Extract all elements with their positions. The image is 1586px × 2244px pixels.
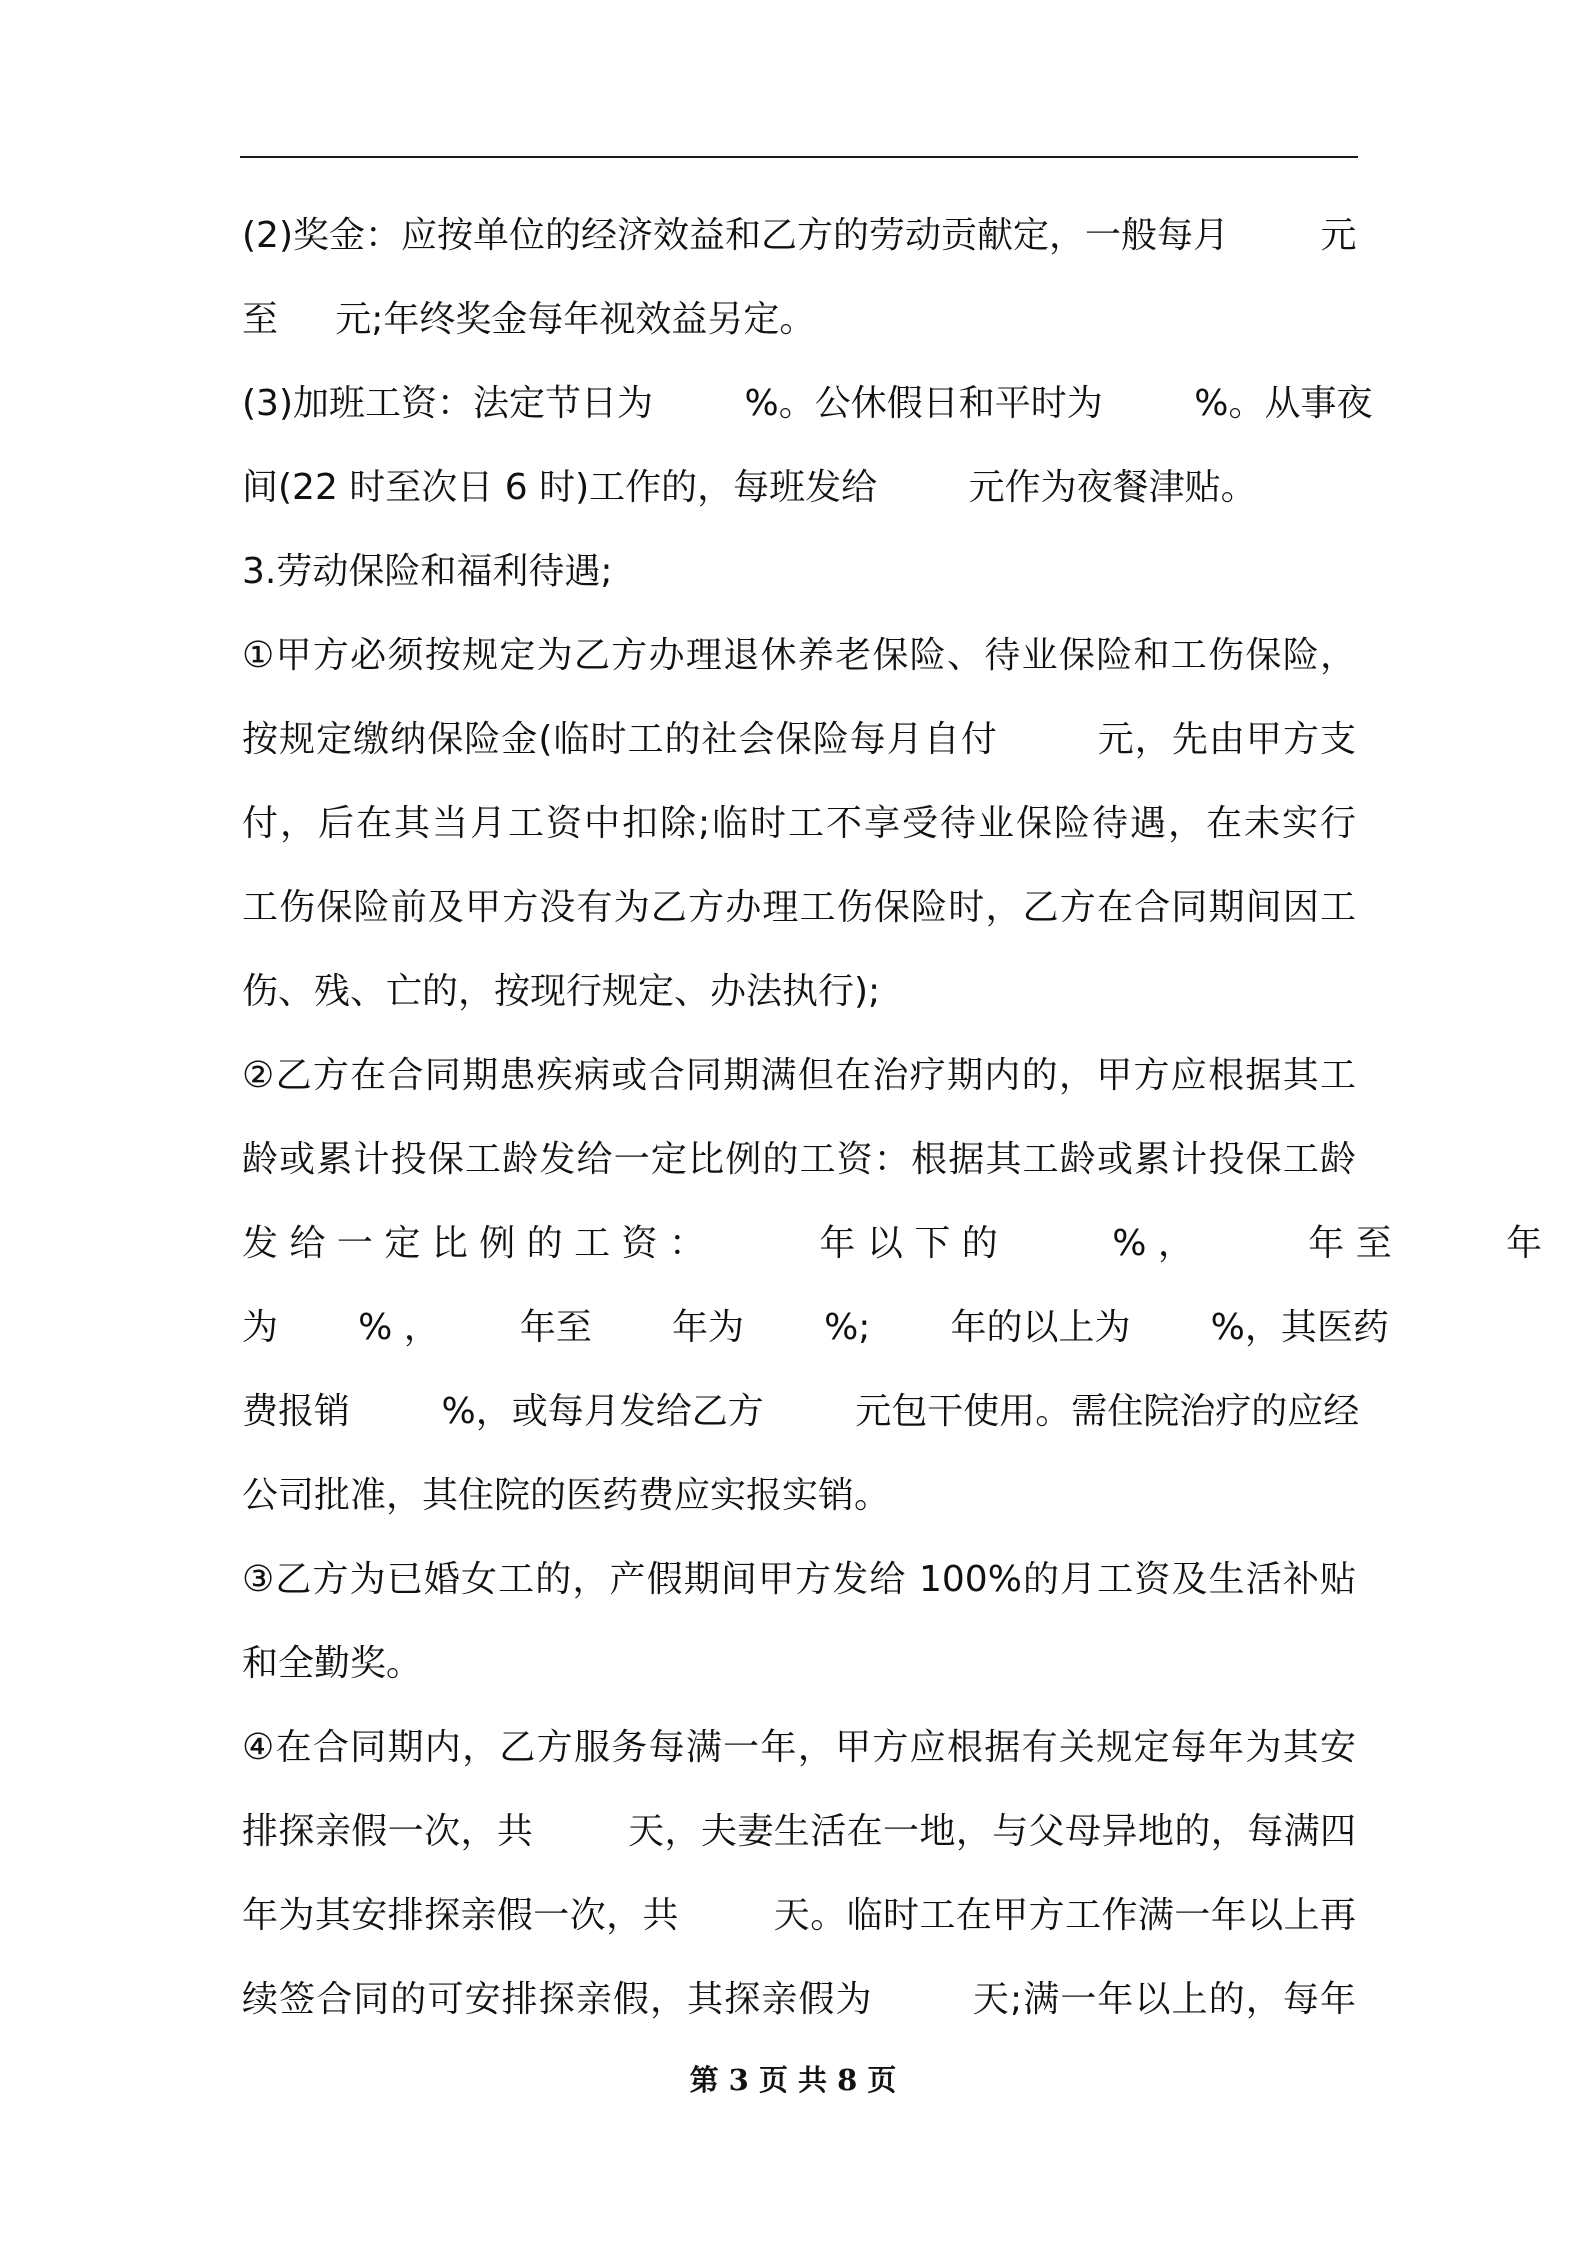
- text-line: 间(22 时至次日 6 时)工作的，每班发给 元作为夜餐津贴。: [242, 467, 1257, 508]
- text-line: 年为其安排探亲假一次，共 天。临时工在甲方工作满一年以上再: [242, 1895, 1356, 1936]
- text-line: 3.劳动保险和福利待遇;: [242, 551, 613, 592]
- text-line: (3)加班工资：法定节日为 %。公休假日和平时为 %。从事夜: [242, 383, 1373, 424]
- page-footer: 第 3 页 共 8 页: [689, 2063, 897, 2097]
- text-line: 付，后在其当月工资中扣除;临时工不享受待业保险待遇，在未实行: [242, 803, 1356, 844]
- text-line: (2)奖金：应按单位的经济效益和乙方的劳动贡献定，一般每月 元: [242, 215, 1357, 256]
- text-line: ④在合同期内，乙方服务每满一年，甲方应根据有关规定每年为其安: [242, 1727, 1356, 1768]
- body-text: [242, 194, 1543, 2042]
- text-line: 伤、残、亡的，按现行规定、办法执行);: [242, 971, 881, 1012]
- text-line: 为 % ， 年至 年为 %; 年的以上为 %，其医药: [242, 1307, 1389, 1348]
- text-line: ①甲方必须按规定为乙方办理退休养老保险、待业保险和工伤保险，: [242, 635, 1356, 676]
- text-line: 排探亲假一次，共 天，夫妻生活在一地，与父母异地的，每满四: [242, 1811, 1356, 1852]
- text-line: 至 元;年终奖金每年视效益另定。: [242, 299, 816, 340]
- text-line: 工伤保险前及甲方没有为乙方办理工伤保险时，乙方在合同期间因工: [242, 887, 1356, 928]
- text-line: 发 给 一 定 比 例 的 工 资 ： 年 以 下 的 % ， 年 至 年: [242, 1223, 1543, 1264]
- text-line: 公司批准，其住院的医药费应实报实销。: [242, 1475, 891, 1516]
- text-line: ②乙方在合同期患疾病或合同期满但在治疗期内的，甲方应根据其工: [242, 1055, 1356, 1096]
- header-rule: [240, 156, 1358, 158]
- text-line: 龄或累计投保工龄发给一定比例的工资：根据其工龄或累计投保工龄: [242, 1139, 1356, 1180]
- text-line: 按规定缴纳保险金(临时工的社会保险每月自付 元，先由甲方支: [242, 719, 1356, 760]
- text-line: 费报销 %，或每月发给乙方 元包干使用。需住院治疗的应经: [242, 1391, 1360, 1432]
- text-line: 续签合同的可安排探亲假，其探亲假为 天;满一年以上的，每年: [242, 1979, 1356, 2020]
- text-line: 和全勤奖。: [242, 1643, 423, 1684]
- text-line: ③乙方为已婚女工的，产假期间甲方发给 100%的月工资及生活补贴: [242, 1559, 1356, 1600]
